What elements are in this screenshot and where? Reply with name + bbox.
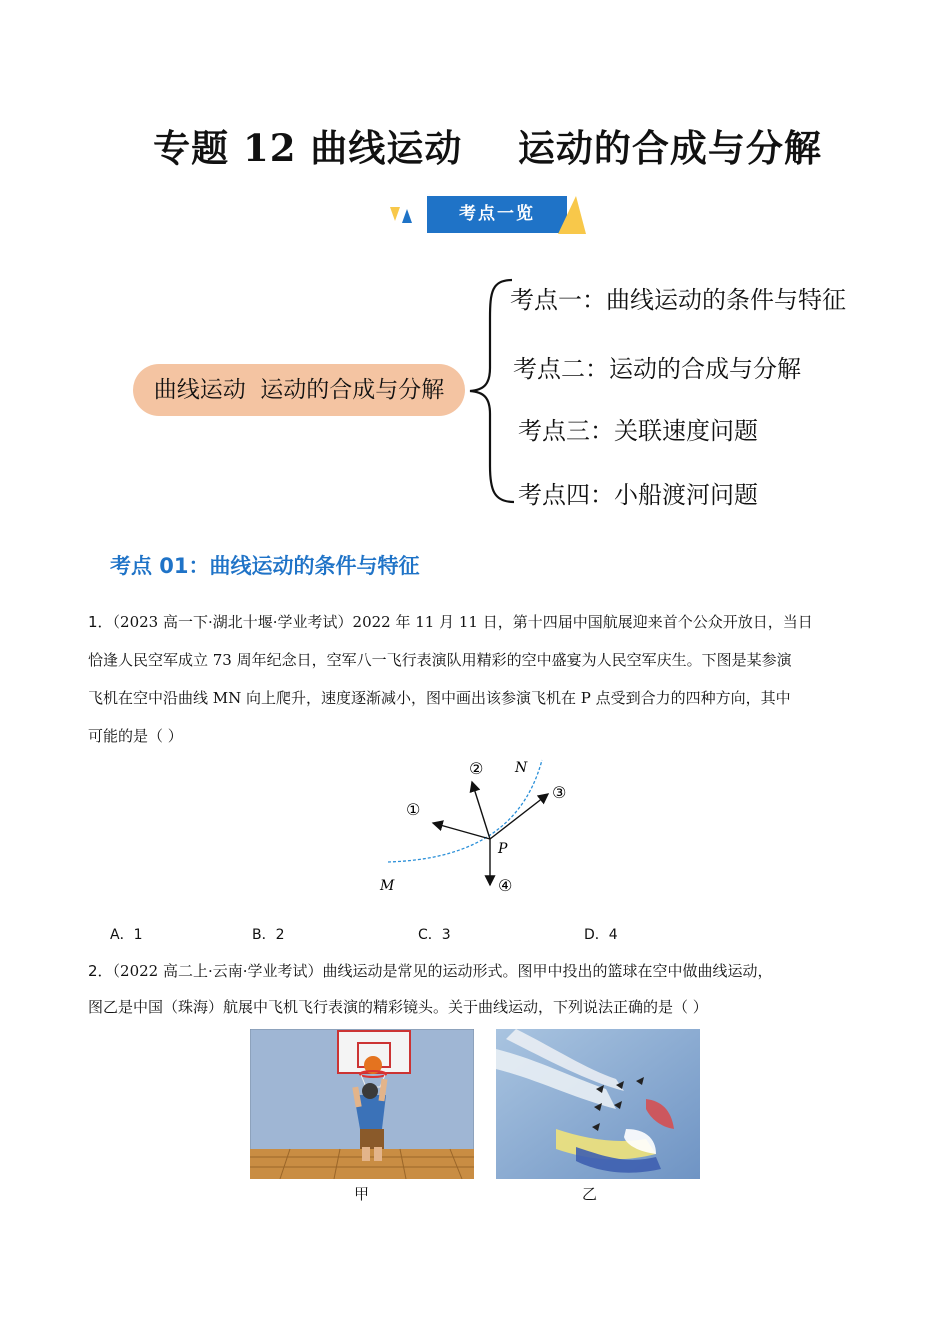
option-a: A．1: [110, 927, 143, 943]
question-1-line-3: 飞机在空中沿曲线 MN 向上爬升，速度逐渐减小，图中画出该参演飞机在 P 点受到合力的四种方向，其中: [88, 689, 791, 707]
question-2-text: （2022 高二上·云南·学业考试）曲线运动是常见的运动形式。图甲中投出的篮球在空中做曲线运动，: [112, 962, 773, 980]
label-p: P: [498, 841, 508, 857]
question-2-line-1: [88, 952, 773, 990]
banner-triangles-icon: [390, 207, 416, 225]
mindmap-root: 曲线运动 运动的合成与分解: [133, 364, 465, 416]
jets-photo: [496, 1029, 700, 1179]
mindmap-branch-3: 考点三：关联速度问题: [518, 417, 758, 445]
basketball-illustration: [250, 1029, 474, 1179]
caption-jia: 甲: [354, 1185, 370, 1203]
option-d: D．4: [584, 927, 618, 943]
question-1-line-2: 恰逢人民空军成立 73 周年纪念日，空军八一飞行表演队用精彩的空中盛宴为人民空军庆生。下图是某参演: [88, 651, 792, 669]
section-banner: 考点一览: [427, 196, 567, 233]
arrow-2: [472, 782, 490, 839]
label-2: ②: [469, 759, 484, 778]
question-2-number: 2．: [88, 962, 113, 980]
arrow-3: [490, 794, 548, 839]
question-1-number: 1．: [88, 613, 113, 631]
label-4: ④: [498, 876, 513, 895]
option-b: B．2: [252, 927, 285, 943]
page-title: 专题 12 曲线运动 运动的合成与分解: [153, 126, 822, 170]
label-1: ①: [406, 800, 421, 819]
section-heading: 考点 01：曲线运动的条件与特征: [110, 554, 420, 578]
banner-corner-icon: [558, 196, 586, 234]
label-n: N: [515, 760, 528, 776]
question-1-text: （2023 高一下·湖北十堰·学业考试）2022 年 11 月 11 日，第十四届中国航展迎来首个公众开放日，当日: [112, 613, 813, 631]
force-direction-diagram: [370, 752, 580, 900]
question-1-line-4: 可能的是（ ）: [88, 727, 183, 745]
arrow-1: [433, 823, 490, 839]
curly-brace-icon: [466, 278, 516, 504]
mindmap-branch-1: 考点一：曲线运动的条件与特征: [510, 286, 846, 314]
question-2-line-2: 图乙是中国（珠海）航展中飞机飞行表演的精彩镜头。关于曲线运动，下列说法正确的是（ ）: [88, 998, 708, 1016]
caption-yi: 乙: [582, 1185, 598, 1203]
label-m: M: [380, 878, 395, 894]
option-c: C．3: [418, 927, 451, 943]
mindmap-branch-4: 考点四：小船渡河问题: [518, 481, 758, 509]
question-1-line-1: [88, 603, 813, 641]
mindmap-branch-2: 考点二：运动的合成与分解: [513, 355, 801, 383]
label-3: ③: [552, 783, 567, 802]
